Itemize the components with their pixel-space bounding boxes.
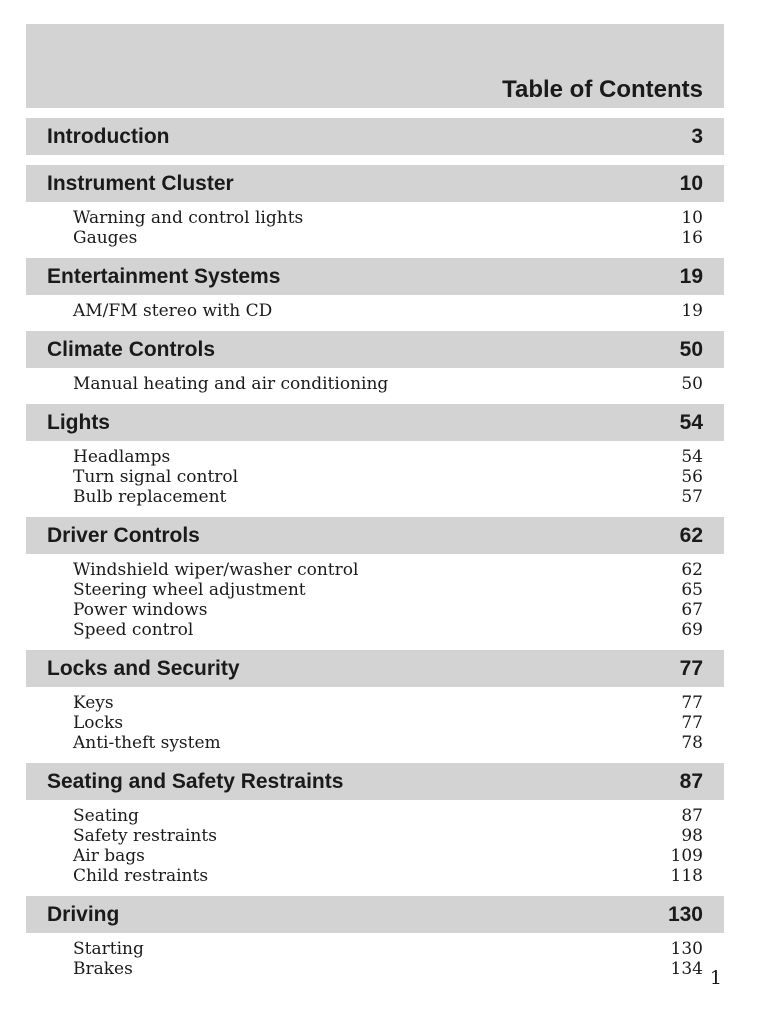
section-items	[26, 368, 724, 394]
entry-page: 54	[681, 447, 703, 467]
toc-section	[26, 650, 724, 753]
toc-entry[interactable]	[73, 846, 703, 866]
toc-page	[26, 24, 724, 979]
entry-label: Turn signal control	[73, 467, 239, 487]
entry-page: 10	[681, 208, 703, 228]
toc-entry[interactable]	[73, 806, 703, 826]
toc-entry[interactable]	[73, 866, 703, 886]
toc-entry[interactable]	[73, 959, 703, 979]
toc-entry[interactable]	[73, 467, 703, 487]
page-number: 1	[709, 967, 722, 989]
section-items	[26, 202, 724, 248]
toc-entry[interactable]	[73, 560, 703, 580]
entry-label: Air bags	[73, 846, 145, 866]
toc-entry[interactable]	[73, 713, 703, 733]
section-label: Locks and Security	[47, 656, 240, 680]
entry-page: 77	[681, 693, 703, 713]
toc-entry[interactable]	[73, 301, 703, 321]
section-label: Seating and Safety Restraints	[47, 769, 344, 793]
entry-page: 62	[681, 560, 703, 580]
section-heading[interactable]	[26, 165, 724, 202]
toc-section	[26, 404, 724, 507]
entry-page: 130	[670, 939, 703, 959]
section-label: Climate Controls	[47, 337, 216, 361]
entry-label: Safety restraints	[73, 826, 217, 846]
entry-label: Child restraints	[73, 866, 209, 886]
toc-entry[interactable]	[73, 826, 703, 846]
section-heading[interactable]	[26, 258, 724, 295]
toc-entry[interactable]	[73, 580, 703, 600]
toc-section	[26, 258, 724, 321]
toc-entry[interactable]	[73, 600, 703, 620]
section-page: 54	[679, 410, 703, 434]
entry-page: 16	[681, 228, 703, 248]
section-label: Driver Controls	[47, 523, 200, 547]
section-items	[26, 933, 724, 979]
toc-entry[interactable]	[73, 208, 703, 228]
section-label: Lights	[47, 410, 110, 434]
page-title: Table of Contents	[502, 76, 703, 103]
toc-section	[26, 331, 724, 394]
entry-label: Manual heating and air conditioning	[73, 374, 389, 394]
toc-entry[interactable]	[73, 228, 703, 248]
entry-label: Warning and control lights	[73, 208, 304, 228]
entry-page: 109	[670, 846, 703, 866]
entry-page: 134	[670, 959, 703, 979]
section-page: 62	[679, 523, 703, 547]
section-page: 77	[679, 656, 703, 680]
section-items	[26, 687, 724, 753]
entry-page: 118	[670, 866, 703, 886]
section-label: Instrument Cluster	[47, 171, 234, 195]
toc-section	[26, 517, 724, 640]
section-heading[interactable]	[26, 118, 724, 155]
entry-page: 87	[681, 806, 703, 826]
entry-label: AM/FM stereo with CD	[73, 301, 273, 321]
entry-label: Starting	[73, 939, 144, 959]
entry-label: Keys	[73, 693, 114, 713]
section-heading[interactable]	[26, 331, 724, 368]
toc-section	[26, 118, 724, 155]
entry-page: 56	[681, 467, 703, 487]
section-heading[interactable]	[26, 517, 724, 554]
toc-entry[interactable]	[73, 939, 703, 959]
section-page: 50	[679, 337, 703, 361]
entry-label: Power windows	[73, 600, 208, 620]
entry-page: 78	[681, 733, 703, 753]
section-page: 10	[679, 171, 703, 195]
toc-section	[26, 763, 724, 886]
entry-label: Speed control	[73, 620, 194, 640]
section-heading[interactable]	[26, 763, 724, 800]
toc-entry[interactable]	[73, 374, 703, 394]
section-page: 87	[679, 769, 703, 793]
section-items	[26, 800, 724, 886]
section-heading[interactable]	[26, 896, 724, 933]
entry-page: 19	[681, 301, 703, 321]
entry-label: Anti-theft system	[73, 733, 221, 753]
entry-label: Steering wheel adjustment	[73, 580, 306, 600]
section-heading[interactable]	[26, 650, 724, 687]
entry-label: Headlamps	[73, 447, 171, 467]
entry-page: 50	[681, 374, 703, 394]
section-heading[interactable]	[26, 404, 724, 441]
toc-section	[26, 165, 724, 248]
entry-label: Bulb replacement	[73, 487, 227, 507]
section-page: 3	[691, 124, 703, 148]
section-label: Entertainment Systems	[47, 264, 281, 288]
entry-page: 65	[681, 580, 703, 600]
entry-label: Windshield wiper/washer control	[73, 560, 359, 580]
toc-header	[26, 24, 724, 108]
entry-page: 67	[681, 600, 703, 620]
toc-entry[interactable]	[73, 620, 703, 640]
toc-entry[interactable]	[73, 693, 703, 713]
section-label: Introduction	[47, 124, 170, 148]
entry-page: 98	[681, 826, 703, 846]
section-items	[26, 554, 724, 640]
section-items	[26, 295, 724, 321]
toc-section	[26, 896, 724, 979]
section-label: Driving	[47, 902, 120, 926]
entry-label: Seating	[73, 806, 139, 826]
section-page: 19	[679, 264, 703, 288]
toc-entry[interactable]	[73, 447, 703, 467]
entry-page: 69	[681, 620, 703, 640]
section-items	[26, 441, 724, 507]
entry-page: 77	[681, 713, 703, 733]
toc-entry[interactable]	[73, 487, 703, 507]
section-page: 130	[667, 902, 703, 926]
entry-page: 57	[681, 487, 703, 507]
entry-label: Brakes	[73, 959, 133, 979]
entry-label: Gauges	[73, 228, 138, 248]
toc-entry[interactable]	[73, 733, 703, 753]
toc-list	[26, 118, 724, 979]
entry-label: Locks	[73, 713, 124, 733]
